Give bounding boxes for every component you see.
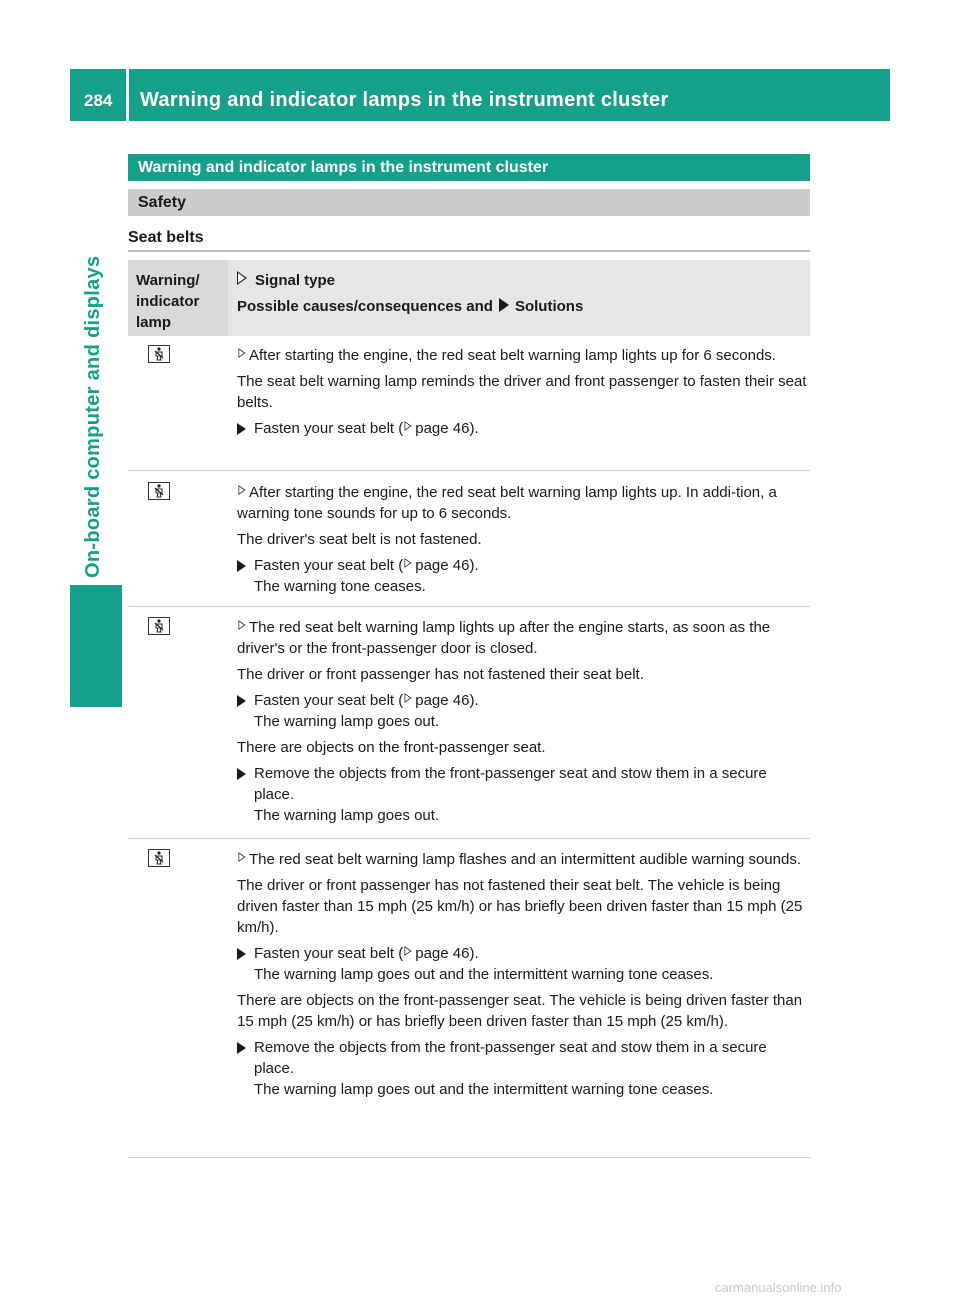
seat-belt-icon xyxy=(148,482,170,500)
step-arrow-icon xyxy=(237,560,246,572)
row-divider xyxy=(128,838,810,839)
page-ref-icon xyxy=(405,693,412,703)
step-arrow-icon xyxy=(237,1042,246,1054)
seat-belt-icon xyxy=(148,345,170,363)
seat-belt-icon xyxy=(148,849,170,867)
cause-text: The driver's seat belt is not fastened. xyxy=(237,531,482,548)
page-header-title: Warning and indicator lamps in the instrument cluster xyxy=(140,89,669,111)
page-link[interactable]: page 46). xyxy=(415,692,479,709)
row-divider xyxy=(128,1157,810,1158)
watermark: carmanualsonline.info xyxy=(715,1280,842,1295)
signal-type-icon xyxy=(239,620,246,630)
solution-step: Fasten your seat belt ( page 46). The warning tone ceases. xyxy=(237,555,807,597)
table-row xyxy=(237,482,807,602)
solution-arrow-icon xyxy=(499,298,509,312)
step-arrow-icon xyxy=(237,948,246,960)
page-number: 284 xyxy=(84,91,113,110)
table-header-lamp xyxy=(128,260,228,336)
page-header-bar xyxy=(70,69,890,121)
signal-text: The red seat belt warning lamp lights up after the engine starts, as soon as the driver's or the front-passenger door is closed. xyxy=(237,619,771,657)
step-arrow-icon xyxy=(237,695,246,707)
header-line: indicator xyxy=(136,293,200,310)
signal-text: The red seat belt warning lamp flashes and an intermittent audible warning sounds. xyxy=(249,851,801,868)
subsection-title: Safety xyxy=(128,189,810,216)
page-link[interactable]: page 46). xyxy=(415,557,479,574)
cause-text: The driver or front passenger has not fastened their seat belt. The vehicle is being driven faster than 15 mph (25 km/h) or has briefly been driven faster than 15 mph (25 km/h). xyxy=(237,877,803,936)
step-result: The warning tone ceases. xyxy=(254,578,426,595)
chapter-label: On-board computer and displays xyxy=(82,255,104,578)
heading-rule xyxy=(128,250,810,252)
signal-text: After starting the engine, the red seat belt warning lamp lights up for 6 seconds. xyxy=(249,347,776,364)
signal-type-label: Signal type xyxy=(255,272,336,289)
table-row xyxy=(237,345,807,444)
table-row xyxy=(237,849,807,1105)
page-link[interactable]: page 46). xyxy=(415,945,479,962)
step-result: The warning lamp goes out. xyxy=(254,713,440,730)
page-ref-icon xyxy=(405,558,412,568)
cause-text: There are objects on the front-passenger seat. xyxy=(237,739,546,756)
table-header-signal xyxy=(228,260,810,336)
solution-step: Remove the objects from the front-passenger seat and stow them in a secure place. The warning lamp goes out. xyxy=(237,763,807,826)
step-arrow-icon xyxy=(237,768,246,780)
signal-type-icon xyxy=(239,485,246,495)
chapter-sidebar xyxy=(70,121,122,585)
cause-text: The seat belt warning lamp reminds the driver and front passenger to fasten their seat belts. xyxy=(237,373,807,411)
signal-type-icon xyxy=(239,348,246,358)
header-line: lamp xyxy=(136,314,172,331)
step-result: The warning lamp goes out. xyxy=(254,807,440,824)
solution-step: Fasten your seat belt ( page 46). xyxy=(237,418,807,439)
solutions-label: Solutions xyxy=(514,298,584,315)
table-row xyxy=(237,617,807,831)
signal-type-icon xyxy=(239,852,246,862)
solution-step: Fasten your seat belt ( page 46). The warning lamp goes out and the intermittent warning tone ceases. xyxy=(237,943,807,985)
signal-text: After starting the engine, the red seat belt warning lamp lights up. In addi-tion, a warning tone sounds for up to 6 seconds. xyxy=(237,484,777,522)
row-divider xyxy=(128,470,810,471)
page-ref-icon xyxy=(405,946,412,956)
cause-text: There are objects on the front-passenger seat. The vehicle is being driven faster than 15 mph (25 km/h) or has briefly been driven faster than 15 mph (25 km/h). xyxy=(237,992,803,1030)
header-divider xyxy=(126,69,129,121)
header-line: Warning/ xyxy=(136,272,200,289)
topic-heading: Seat belts xyxy=(128,229,204,246)
chapter-tab xyxy=(70,585,122,707)
solution-step: Fasten your seat belt ( page 46). The warning lamp goes out. xyxy=(237,690,807,732)
signal-type-icon xyxy=(237,271,247,285)
step-result: The warning lamp goes out and the intermittent warning tone ceases. xyxy=(254,1081,714,1098)
step-result: The warning lamp goes out and the intermittent warning tone ceases. xyxy=(254,966,714,983)
step-arrow-icon xyxy=(237,423,246,435)
causes-label: Possible causes/consequences and xyxy=(237,298,493,315)
section-title: Warning and indicator lamps in the instrument cluster xyxy=(128,154,810,181)
seat-belt-icon xyxy=(148,617,170,635)
solution-step: Remove the objects from the front-passenger seat and stow them in a secure place. The warning lamp goes out and the intermittent warning tone ceases. xyxy=(237,1037,807,1100)
cause-text: The driver or front passenger has not fastened their seat belt. xyxy=(237,666,644,683)
page-link[interactable]: page 46). xyxy=(415,420,479,437)
row-divider xyxy=(128,606,810,607)
page-ref-icon xyxy=(405,421,412,431)
